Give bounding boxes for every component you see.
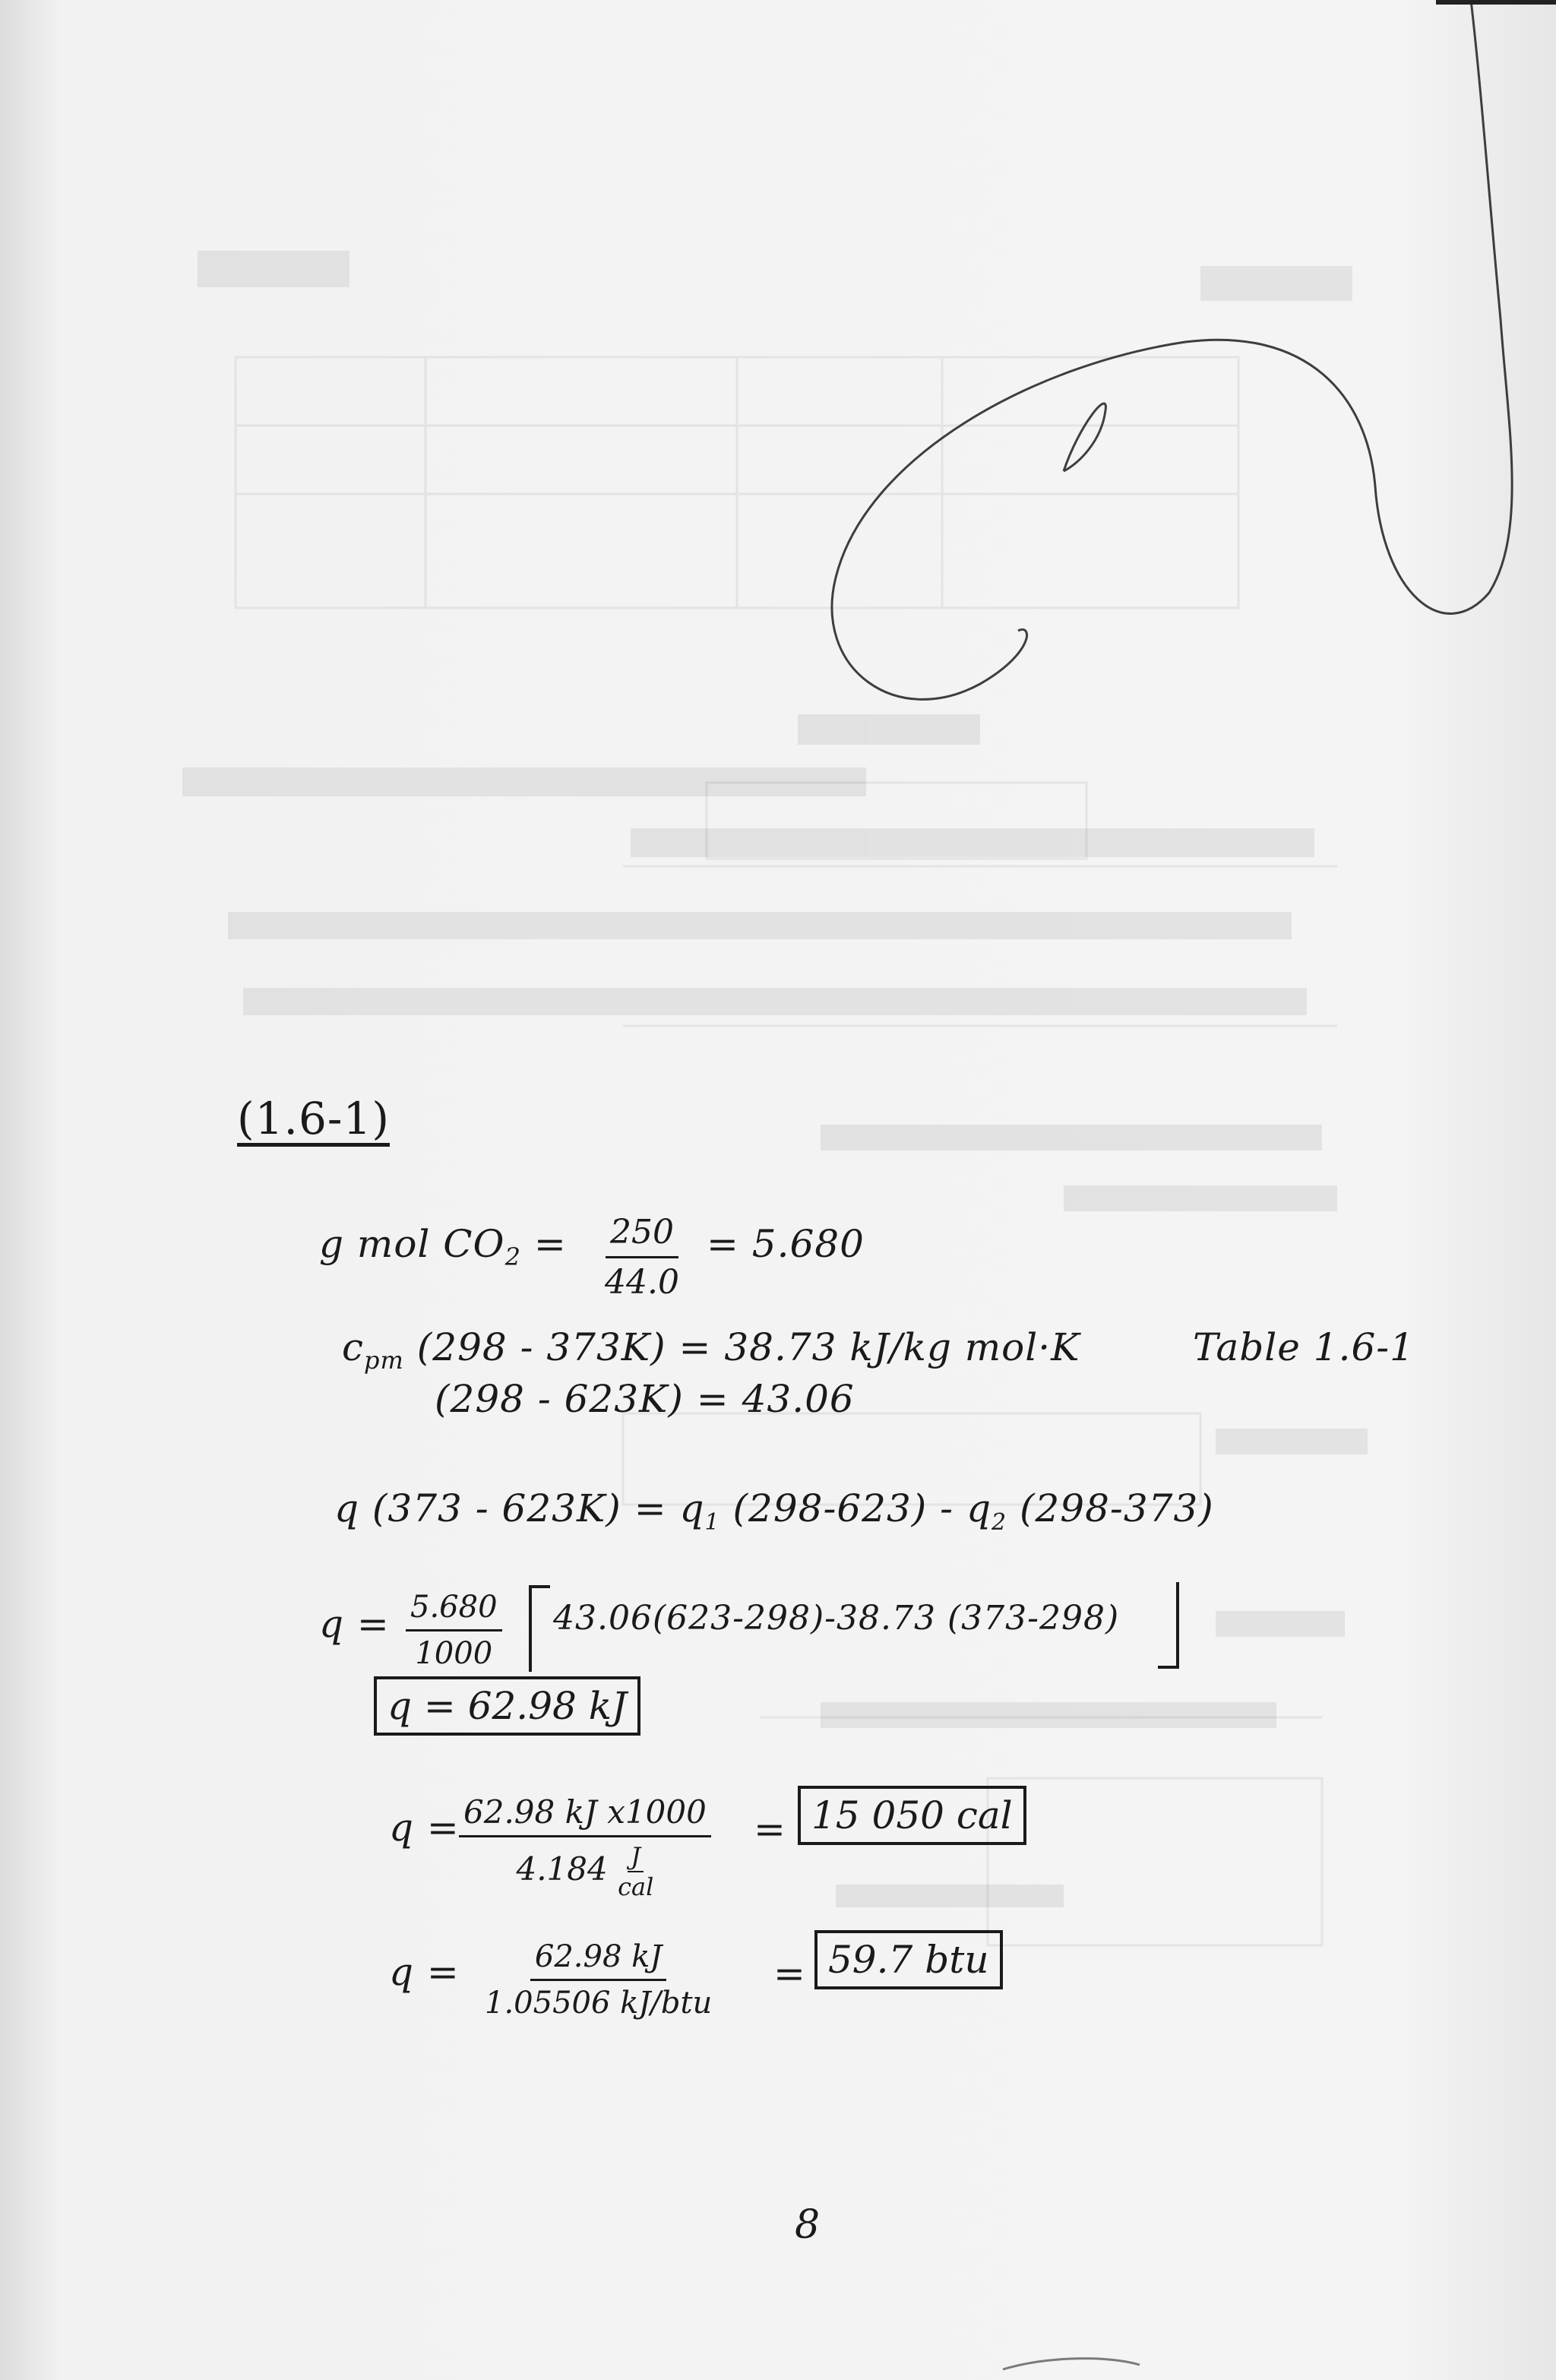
- mol-result: = 5.680: [707, 1222, 865, 1266]
- result-cal-box: 15 050 cal: [798, 1786, 1026, 1845]
- cal-conversion-denominator: [511, 1837, 658, 1901]
- q-calc-lhs: q =: [319, 1602, 390, 1646]
- cal-equals: =: [754, 1807, 786, 1851]
- cal-conversion-numerator: 62.98 kJ x1000: [459, 1793, 711, 1837]
- mol-co2-text: g mol CO: [319, 1222, 505, 1266]
- j-per-cal-unit: [618, 1842, 653, 1901]
- btu-conversion-fraction: [480, 1939, 716, 2021]
- table-reference: Table 1.6-1: [1193, 1325, 1415, 1369]
- result-kj-box: q = 62.98 kJ: [374, 1676, 640, 1736]
- q-difference-equation: [334, 1486, 1214, 1536]
- cal-factor: 4.184: [516, 1850, 608, 1888]
- co2-subscript: 2: [504, 1242, 521, 1271]
- equals-sign: =: [533, 1222, 567, 1266]
- bracket-expression: 43.06(623-298)-38.73 (373-298): [553, 1599, 1120, 1638]
- btu-conversion-denominator: 1.05506 kJ/btu: [485, 1986, 713, 2021]
- q-calc-fraction: [406, 1590, 502, 1671]
- cal-conversion-lhs: q =: [389, 1806, 460, 1850]
- fraction-numerator: 250: [606, 1213, 678, 1258]
- cp-subscript: pm: [364, 1346, 404, 1375]
- cal-conversion-fraction: [459, 1793, 711, 1901]
- q-calc-numerator: 5.680: [406, 1590, 502, 1632]
- unit-joule: J: [628, 1842, 644, 1872]
- cp-symbol: c: [342, 1325, 365, 1369]
- page-number: 8: [795, 2202, 821, 2248]
- q-range-text: q (373 - 623K) = q: [334, 1486, 705, 1530]
- heat-capacity-line-1: [342, 1325, 1080, 1375]
- page-top-edge: [1436, 0, 1556, 5]
- fraction-denominator: 44.0: [605, 1263, 679, 1302]
- result-btu-box: 59.7 btu: [814, 1930, 1003, 1989]
- q-mid-text: (298-623) - q: [732, 1486, 991, 1530]
- mol-fraction: [600, 1213, 684, 1302]
- problem-number: (1.6-1): [237, 1093, 390, 1144]
- q2-subscript: 2: [991, 1509, 1007, 1536]
- q-calc-denominator: 1000: [415, 1636, 493, 1671]
- heat-capacity-line-2: (298 - 623K) = 43.06: [435, 1377, 855, 1421]
- unit-cal: cal: [618, 1872, 654, 1901]
- btu-equals: =: [773, 1951, 806, 1995]
- btu-conversion-numerator: 62.98 kJ: [530, 1939, 667, 1981]
- q-end-text: (298-373): [1019, 1486, 1214, 1530]
- q1-subscript: 1: [704, 1509, 720, 1536]
- btu-conversion-lhs: q =: [389, 1950, 460, 1994]
- right-bracket: [1158, 1582, 1179, 1669]
- cp-range-373: (298 - 373K) = 38.73 kJ/kg mol·K: [416, 1325, 1080, 1369]
- mol-co2-label: [319, 1222, 567, 1271]
- left-bracket: [529, 1585, 550, 1672]
